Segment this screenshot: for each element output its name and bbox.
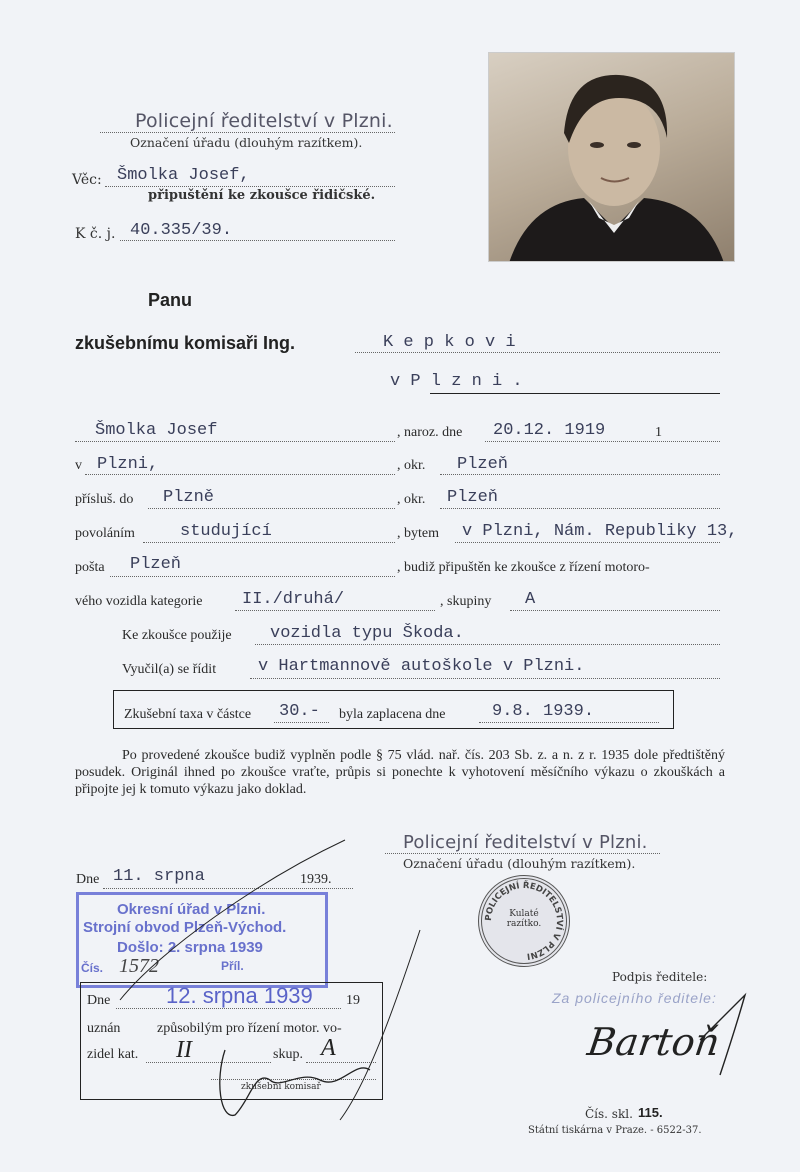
subject-value: Šmolka Josef, — [117, 166, 250, 185]
fee-amount: 30.- — [279, 702, 320, 721]
fee-paid-date: 9.8. 1939. — [492, 702, 595, 721]
svg-text:POLICEJNÍ ŘEDITELSTVÍ V PLZNI: POLICEJNÍ ŘEDITELSTVÍ V PLZNI — [483, 880, 565, 961]
category-value: II./druhá/ — [242, 590, 345, 609]
subject-label: Věc: — [72, 172, 102, 188]
vehicle-value: vozidla typu Škoda. — [270, 624, 464, 643]
footer-office-stamp: Policejní ředitelství v Plzni. — [403, 832, 648, 853]
born-label: , naroz. dne — [397, 425, 463, 440]
approved-label: uznán — [87, 1021, 121, 1036]
place-label: v — [75, 458, 82, 473]
signature-stamp: Za policejního ředitele: — [552, 990, 717, 1006]
round-seal — [478, 875, 570, 967]
domicile-label: přísluš. do — [75, 492, 134, 507]
date-label: Dne — [76, 872, 100, 887]
result-year-label: 19 — [346, 993, 360, 1008]
group-result-value: A — [321, 1035, 336, 1061]
category-label: vého vozidla kategorie — [75, 594, 203, 609]
date-value: 11. srpna — [113, 867, 205, 886]
addressee-place: v P l z n i . — [390, 372, 523, 391]
born-suffix: 1 — [655, 425, 662, 440]
instructions: Po provedené zkoušce budiž vyplněn podle § 75 vlád. nař. čís. 203 Sb. z. a n. z r. 1935 dole předtištěný posudek. Originál ihned po zkoušce vraťte, průpis si ponechte k vyhotovení měsíčního výkazu o zkouškách a připojte jej k tomuto výkazu jako doklad. — [75, 748, 725, 797]
fee-paid-label: byla zaplacena dne — [339, 707, 446, 722]
result-date-stamp: 12. srpna 1939 — [166, 983, 313, 1008]
subject-subtitle: připuštění ke zkoušce řidičské. — [148, 188, 376, 203]
occupation-value: studující — [180, 522, 272, 541]
district2-value: Plzeň — [447, 488, 499, 507]
form-number: 115. — [638, 1105, 663, 1120]
school-value: v Hartmannově autoškole v Plzni. — [258, 657, 585, 676]
residence-label: , bytem — [397, 526, 439, 541]
signature-label: Podpis ředitele: — [612, 970, 708, 984]
residence-value: v Plzni, Nám. Republiky 13, — [462, 522, 738, 541]
school-label: Vyučil(a) se řídit — [122, 662, 217, 677]
examiner-label: zkušební komisař — [241, 1082, 321, 1092]
footer-office-caption: Označení úřadu (dlouhým razítkem). — [403, 856, 636, 871]
district-office-stamp: Okresní úřad v Plzni. Strojní obvod Plzeň-Východ. Došlo: 2. srpna 1939 Čís. 1572 Příl. — [76, 892, 328, 988]
admit-text: , budiž připuštěn ke zkoušce z řízení motoro- — [397, 560, 650, 575]
born-value: 20.12. 1919 — [493, 421, 606, 440]
post-label: pošta — [75, 560, 105, 575]
vehicle-label: Ke zkoušce použije — [122, 628, 232, 643]
printer: Státní tiskárna v Praze. - 6522-37. — [528, 1125, 702, 1136]
seal-center-text: Kulaté razítko. — [506, 909, 542, 929]
addressee-title: zkušebnímu komisaři Ing. — [75, 333, 296, 353]
occupation-label: povoláním — [75, 526, 135, 541]
salutation: Panu — [148, 290, 193, 310]
ref-value: 40.335/39. — [130, 221, 233, 240]
group-label: , skupiny — [440, 594, 492, 609]
result-date-label: Dne — [87, 993, 111, 1008]
ref-label: K č. j. — [75, 226, 116, 242]
office-stamp: Policejní ředitelství v Plzni. — [135, 110, 393, 132]
group-value: A — [525, 590, 536, 609]
approved-text: způsobilým pro řízení motor. vo- — [157, 1021, 342, 1036]
cat-value: II — [176, 1037, 192, 1063]
examiner-name: K e p k o v i — [383, 333, 516, 352]
signature-name: Bartoň — [584, 1020, 723, 1064]
post-value: Plzeň — [130, 555, 182, 574]
domicile-value: Plzně — [163, 488, 215, 507]
office-caption: Označení úřadu (dlouhým razítkem). — [130, 135, 363, 150]
group-result-label: skup. — [273, 1047, 303, 1062]
district-value: Plzeň — [457, 455, 509, 474]
district-label: , okr. — [397, 458, 426, 473]
year-value: 1939. — [300, 872, 332, 887]
form-number-label: Čís. skl. — [585, 1107, 633, 1121]
place-value: Plzni, — [97, 455, 159, 474]
district2-label: , okr. — [397, 492, 426, 507]
applicant-name: Šmolka Josef — [95, 421, 218, 440]
fee-label: Zkušební taxa v částce — [124, 707, 252, 722]
cat-label: zidel kat. — [87, 1047, 139, 1062]
